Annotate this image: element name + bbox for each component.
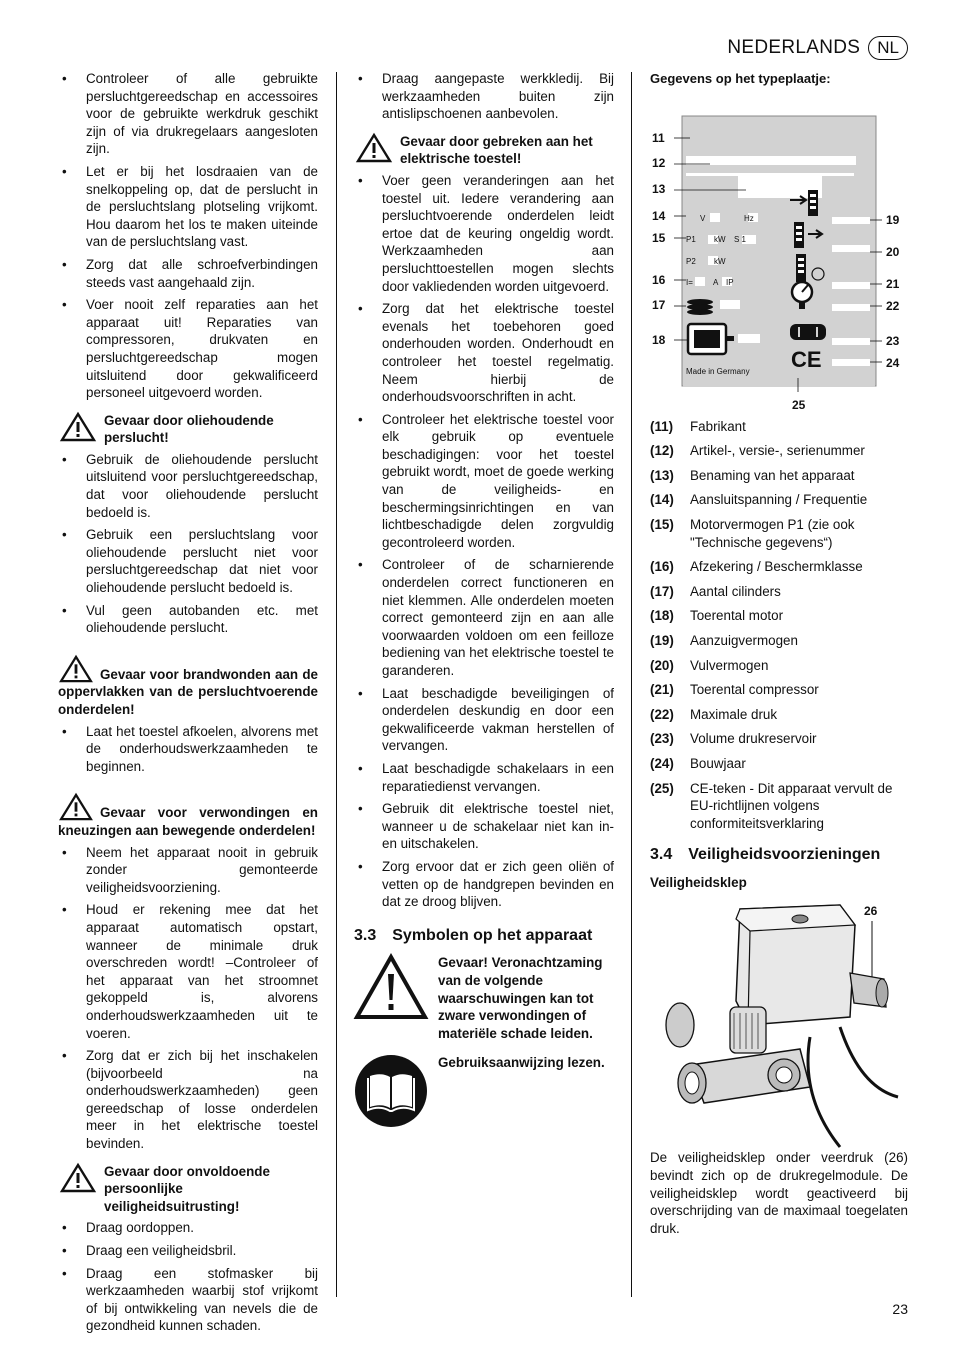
list-item: • Zorg dat het elektrische toestel evenals het toebehoren goed onderhouden worden. Onderhoudt en controleer het toestel regelmatig. Neem hierbij de onderhoudsvoorschriften in acht. <box>354 300 614 406</box>
plate-a-label: A <box>713 277 719 287</box>
plate-kw1-label: kW <box>714 234 726 244</box>
column-3 <box>650 70 908 1237</box>
bullet-list-c <box>58 723 318 776</box>
legend-row: (22) Maximale druk <box>650 706 778 722</box>
list-item: • Voer geen veranderingen aan het toestel uit. Iedere verandering aan persluchtvoerende onderdelen leidt ertoe dat de keuring ongeldig wordt. Werkzaamheden aan persluchttoestellen mogen slechts door vakliedenden worden uitgevoerd. <box>354 172 614 295</box>
symbol-text: Gevaar! Veronachtzaming van de volgende waarschuwingen kan tot zware verwondingen of materiële schade leiden. <box>438 955 603 1041</box>
list-item: • Controleer het elektrische toestel voor elk gebruik op eventuele beschadigingen: voor het toestel gebruikt wordt, moet de goede werking van de veiligheids- en beschermingsinrichtingen en van lichtbeschadigde delen zorgvuldig gecontroleerd worden. <box>354 411 614 552</box>
plate-number-23: 23 <box>886 333 900 348</box>
safety-valve-body: De veiligheidsklep onder veerdruk (26) bevindt zich op de drukregelmodule. De veiligheidsklep wordt geactiveerd bij overschrijding van de maximaal toegelaten druk. <box>650 1150 908 1236</box>
warning-triangle-icon <box>58 655 94 683</box>
list-item: • Controleer of de scharnierende onderdelen correct functioneren en niet klemmen. Alle onderdelen moeten correct gemonteerd zijn en aan alle voorwaarden voldoen om een feilloze bediening van het elektrische toestel te garanderen. <box>354 556 614 679</box>
list-item: • Gebruik dit elektrische toestel niet, wanneer u de schakelaar niet kan in- en uitschakelen. <box>354 800 614 853</box>
list-item: • Zorg dat er zich bij het inschakelen (bijvoorbeeld na onderhoudswerkzaamheden) geen gereedschap of losse onderdelen meer in het elektrische toestel bevinden. <box>58 1047 318 1153</box>
column-1 <box>58 70 318 1340</box>
plate-number-24: 24 <box>886 355 900 370</box>
list-item: • Zorg ervoor dat er zich geen oliën of vetten op de handgrepen bevinden en dat ze droog blijven. <box>354 858 614 911</box>
section-heading-3-3 <box>354 927 614 945</box>
bullet-list-b <box>58 451 318 637</box>
section-title: Veiligheidsvoorzieningen <box>688 846 881 864</box>
section-heading-3-4 <box>650 846 908 864</box>
page-number: 23 <box>892 1301 908 1317</box>
bullet-list-a <box>58 70 318 402</box>
plate-number-16: 16 <box>652 272 666 287</box>
plate-made-in: Made in Germany <box>686 366 750 376</box>
plate-ip-label: IP <box>726 277 734 287</box>
plate-p2-label: P2 <box>686 256 696 266</box>
list-item: • Neem het apparaat nooit in gebruik zonder gemonteerde veiligheidsvoorziening. <box>58 844 318 897</box>
warning-triangle-icon <box>58 793 94 821</box>
bullet-list-e <box>58 1219 318 1335</box>
plate-number-25: 25 <box>792 397 806 412</box>
plate-kw2-label: kW <box>714 256 726 266</box>
bullet-list-b <box>354 172 614 911</box>
plate-s1-label: S 1 <box>734 234 747 244</box>
plate-number-19: 19 <box>886 212 900 227</box>
section-title: Symbolen op het apparaat <box>392 926 593 944</box>
plate-number-22: 22 <box>886 298 900 313</box>
plate-hz-label: Hz <box>744 213 754 223</box>
legend-row: (25) CE-teken - Dit apparaat vervult de EU-richtlijnen volgens conformiteitsverklaring <box>650 780 893 831</box>
plate-number-18: 18 <box>652 332 666 347</box>
list-item: • Zorg dat alle schroefverbindingen steeds vast aangehaald zijn. <box>58 256 318 291</box>
symbol-danger <box>354 954 614 1042</box>
danger-triangle-icon <box>354 954 428 1020</box>
plate-title: Gegevens op het typeplaatje: <box>650 71 831 86</box>
legend-row: (24) Bouwjaar <box>650 755 746 771</box>
legend-row: (23) Volume drukreservoir <box>650 731 817 747</box>
symbol-manual <box>354 1054 614 1128</box>
list-item: • Laat beschadigde beveiligingen of onderdelen deskundig en door een gekwalificeerde vakman herstellen of vervangen. <box>354 685 614 755</box>
motor-icon <box>688 324 734 354</box>
legend-row: (12) Artikel-, versie-, serienummer <box>650 443 865 459</box>
warning-triangle-icon <box>58 412 98 442</box>
warning-triangle-icon <box>354 133 394 163</box>
plate-v-label: V <box>700 213 706 223</box>
ce-mark-icon: CE <box>791 346 822 372</box>
bullet-list-a <box>354 70 614 123</box>
list-item: • Controleer of alle gebruikte persluchtgereedschap en accessoires voor de gebruikte werkdruk geschikt zijn of via drukregelaars aangesloten zijn. <box>58 70 318 158</box>
legend-row: (14) Aansluitspanning / Frequentie <box>650 492 868 508</box>
legend-row: (16) Afzekering / Beschermklasse <box>650 559 863 575</box>
warning-text: Gevaar door gebreken aan het elektrische toestel! <box>400 133 593 167</box>
list-item: • Draag een veiligheidsbril. <box>58 1242 318 1260</box>
plate-number-14: 14 <box>652 208 666 223</box>
list-item: • Laat beschadigde schakelaars in een reparatiedienst vervangen. <box>354 760 614 795</box>
language-badge: NL <box>868 36 908 60</box>
safety-valve-figure <box>650 897 908 1147</box>
plate-number-13: 13 <box>652 181 666 196</box>
symbol-text: Gebruiksaanwijzing lezen. <box>438 1055 605 1071</box>
page-header <box>727 36 908 60</box>
warning-burn <box>58 655 318 719</box>
warning-text: Gevaar voor brandwonden aan de oppervlakken van de persluchtvoerende onderdelen! <box>58 666 318 717</box>
section-number: 3.4 <box>650 846 673 864</box>
legend-row: (13) Benaming van het apparaat <box>650 467 855 483</box>
list-item: • Draag aangepaste werkkledij. Bij werkzaamheden buiten zijn antislipschoenen aanbevolen. <box>354 70 614 123</box>
language-label: NEDERLANDS <box>727 37 861 58</box>
list-item: • Let er bij het losdraaien van de snelkoppeling op, dat de perslucht in de persluchtslang plotseling vrijkomt. Hou daarom het los te maken uiteinde van de persluchtslang vast. <box>58 163 318 251</box>
legend-row: (19) Aanzuigvermogen <box>650 632 798 648</box>
plate-number-11: 11 <box>652 130 665 145</box>
bullet-list-d <box>58 844 318 1153</box>
figure-label-26: 26 <box>864 904 878 919</box>
list-item: • Laat het toestel afkoelen, alvorens met de onderhoudswerkzaamheden te beginnen. <box>58 723 318 776</box>
legend-row: (21) Toerental compressor <box>650 682 819 698</box>
plate-i-label: I= <box>686 277 693 287</box>
column-divider-2 <box>631 72 632 1297</box>
warning-injury <box>58 793 318 839</box>
list-item: • Voer nooit zelf reparaties aan het apparaat uit! Reparaties van compressoren, drukvaten en persluchtgereedschap mogen uitsluitend door gekwalificeerd personeel uitgevoerd worden. <box>58 296 318 402</box>
list-item: • Vul geen autobanden etc. met oliehoudende perslucht. <box>58 602 318 637</box>
column-divider-1 <box>336 72 337 1297</box>
tank-icon <box>790 324 826 340</box>
legend-row: (15) Motorvermogen P1 (zie ook "Technische gegevens“) <box>650 516 855 550</box>
legend-row: (18) Toerental motor <box>650 608 784 624</box>
cylinder-icon <box>687 299 713 315</box>
list-item: • Draag oordoppen. <box>58 1219 318 1237</box>
warning-text: Gevaar door oliehoudende perslucht! <box>104 412 274 446</box>
plate-number-17: 17 <box>652 297 666 312</box>
section-number: 3.3 <box>354 926 377 944</box>
legend-row: (17) Aantal cilinders <box>650 583 781 599</box>
list-item: • Draag een stofmasker bij werkzaamheden waarbij stof vrijkomt of bij ontwikkeling van nevels die de gezondheid kunnen schaden. <box>58 1265 318 1335</box>
list-item: • Gebruik de oliehoudende perslucht uitsluitend voor persluchtgereedschap, dat voor oliehoudende perslucht bedoeld is. <box>58 451 318 521</box>
warning-equipment <box>58 1163 318 1216</box>
list-item: • Gebruik een persluchtslang voor oliehoudende perslucht niet voor persluchtgereedschap dat niet voor oliehoudende perslucht bedoeld is. <box>58 526 318 596</box>
column-2 <box>354 70 614 1140</box>
sub-heading: Veiligheidsklep <box>650 874 747 890</box>
plate-number-20: 20 <box>886 244 900 259</box>
legend-row: (20) Vulvermogen <box>650 657 769 673</box>
list-item: • Houd er rekening mee dat het apparaat automatisch opstart, wanneer de minimale druk overschreden wordt! –Controleer of het apparaat van het stroomnet gekoppeld is, alvorens onderhoudswerkzaamheden uit te voeren. <box>58 901 318 1042</box>
manual-book-icon <box>354 1054 428 1128</box>
plate-number-12: 12 <box>652 155 666 170</box>
warning-oil <box>58 412 318 447</box>
plate-number-21: 21 <box>886 276 900 291</box>
plate-legend <box>650 418 908 833</box>
type-plate-figure <box>650 94 912 412</box>
warning-text: Gevaar door onvoldoende persoonlijke veiligheidsuitrusting! <box>104 1163 270 1214</box>
legend-row: (11) Fabrikant <box>650 418 746 434</box>
plate-p1-label: P1 <box>686 234 696 244</box>
plate-number-15: 15 <box>652 230 666 245</box>
warning-triangle-icon <box>58 1163 98 1193</box>
warning-electric <box>354 133 614 168</box>
warning-text: Gevaar voor verwondingen en kneuzingen aan bewegende onderdelen! <box>58 805 318 838</box>
